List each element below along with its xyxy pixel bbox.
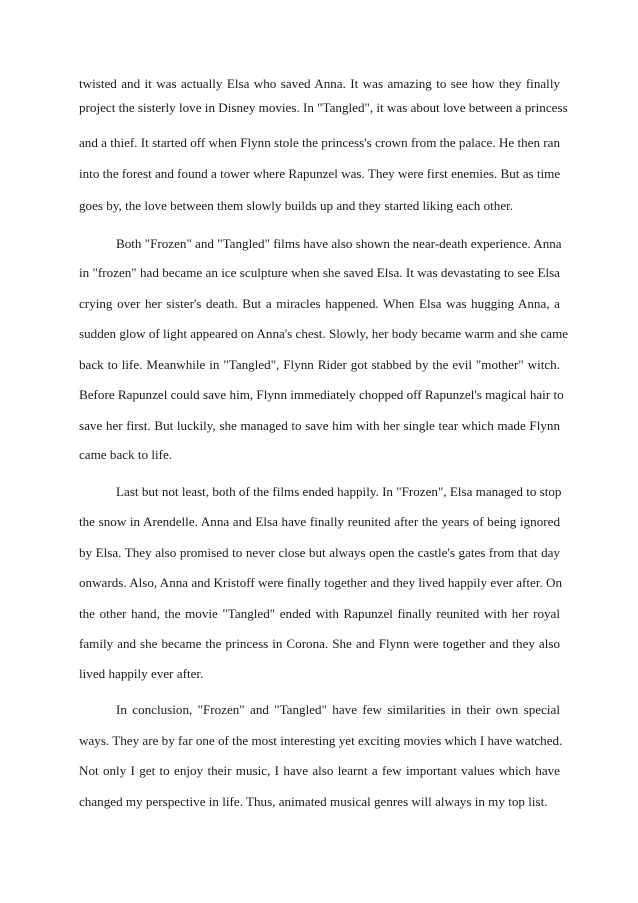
text-line: crying over her sister's death. But a miracles happened. When Elsa was hugging Anna, a	[79, 296, 560, 311]
text-line: came back to life.	[79, 447, 173, 462]
text-line: in "frozen" had became an ice sculpture when she saved Elsa. It was devastating to see Elsa	[79, 265, 560, 280]
text-line: project the sisterly love in Disney movies. In "Tangled", it was about love between a princess	[79, 100, 568, 115]
text-line: onwards. Also, Anna and Kristoff were finally together and they lived happily ever after. On	[79, 575, 563, 590]
text-line: goes by, the love between them slowly builds up and they started liking each other.	[79, 198, 514, 213]
text-line: Last but not least, both of the films ended happily. In "Frozen", Elsa managed to stop	[116, 484, 562, 499]
text-line: and a thief. It started off when Flynn stole the princess's crown from the palace. He then ran	[79, 135, 560, 150]
text-line: the snow in Arendelle. Anna and Elsa have finally reunited after the years of being ignored	[79, 514, 560, 529]
text-line: family and she became the princess in Corona. She and Flynn were together and they also	[79, 636, 560, 651]
text-line: In conclusion, "Frozen" and "Tangled" have few similarities in their own special	[116, 702, 560, 717]
text-line: save her first. But luckily, she managed to save him with her single tear which made Flynn	[79, 418, 560, 433]
text-line: Before Rapunzel could save him, Flynn immediately chopped off Rapunzel's magical hair to	[79, 387, 564, 402]
text-line: changed my perspective in life. Thus, animated musical genres will always in my top list.	[79, 794, 548, 809]
text-line: by Elsa. They also promised to never close but always open the castle's gates from that day	[79, 545, 560, 560]
text-line: the other hand, the movie "Tangled" ended with Rapunzel finally reunited with her royal	[79, 606, 560, 621]
text-line: Not only I get to enjoy their music, I have also learnt a few important values which have	[79, 763, 560, 778]
text-line: Both "Frozen" and "Tangled" films have also shown the near-death experience. Anna	[116, 236, 562, 251]
text-line: lived happily ever after.	[79, 666, 204, 681]
text-line: back to life. Meanwhile in "Tangled", Flynn Rider got stabbed by the evil "mother" witch.	[79, 357, 560, 372]
text-line: ways. They are by far one of the most interesting yet exciting movies which I have watched.	[79, 733, 563, 748]
text-line: sudden glow of light appeared on Anna's chest. Slowly, her body became warm and she came	[79, 326, 569, 341]
text-line: into the forest and found a tower where Rapunzel was. They were first enemies. But as time	[79, 166, 561, 181]
text-line: twisted and it was actually Elsa who saved Anna. It was amazing to see how they finally	[79, 76, 560, 91]
